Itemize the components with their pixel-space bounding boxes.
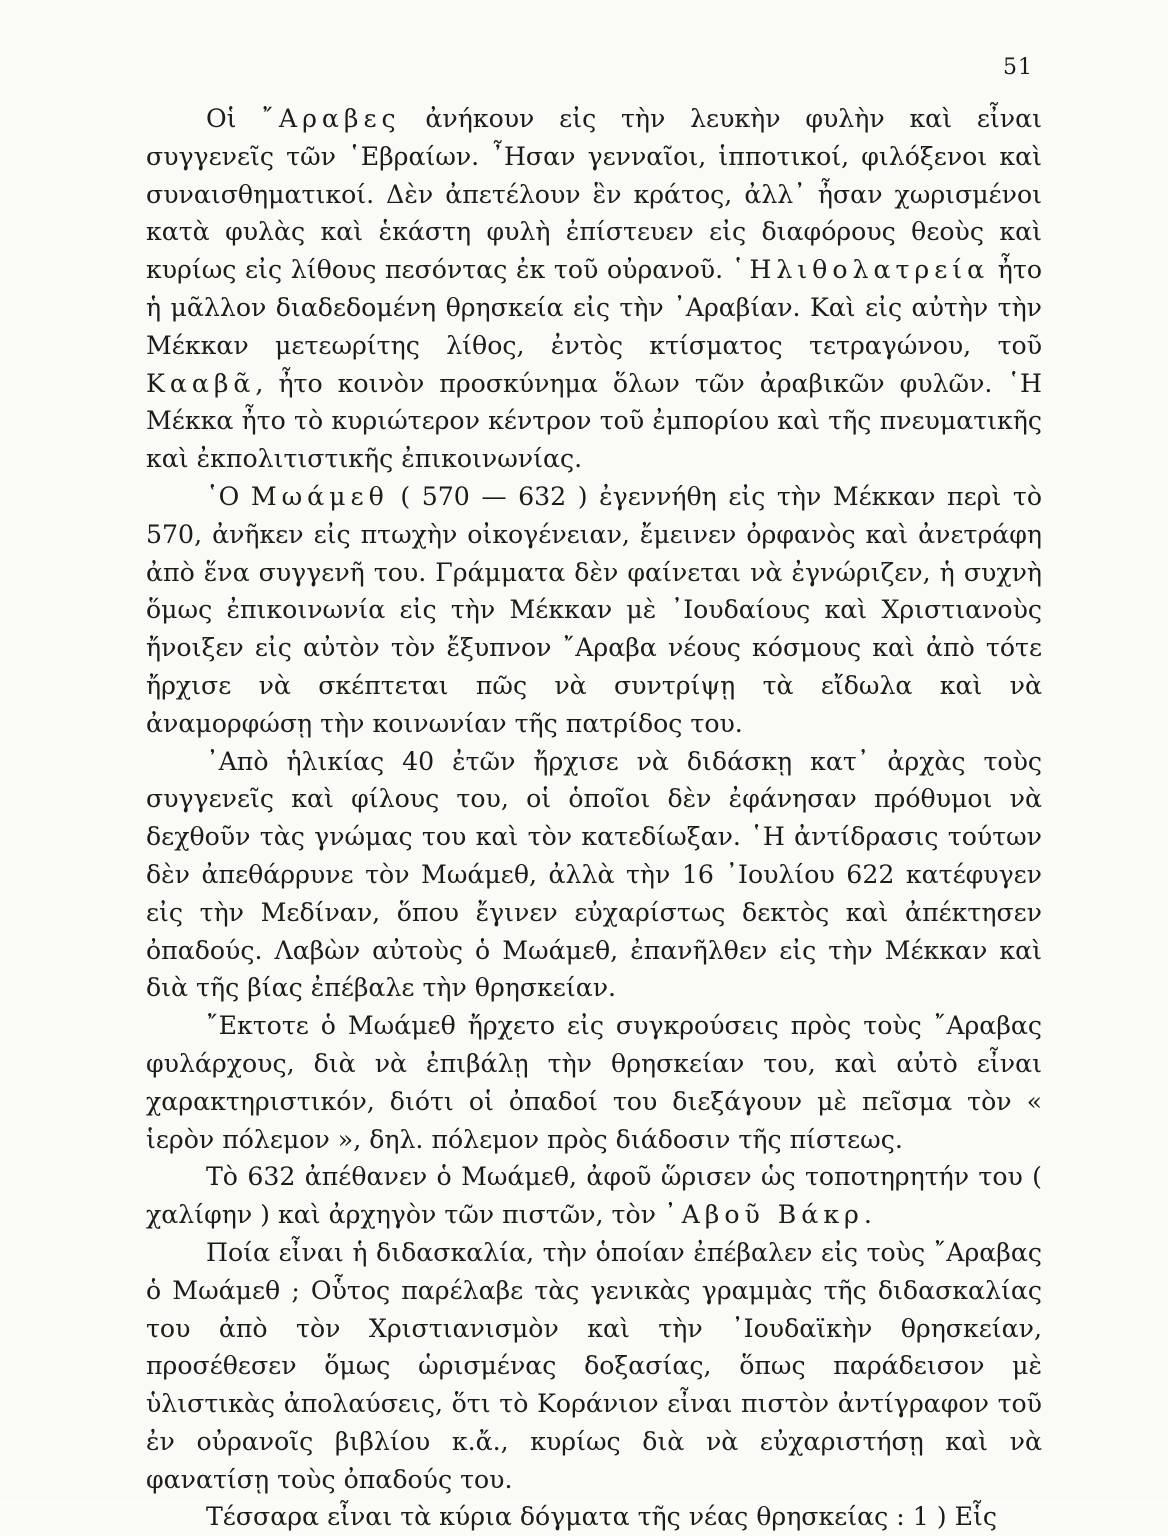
paragraph-doctrine: [146, 1234, 1042, 1499]
paragraph-conflicts: [146, 1007, 1042, 1158]
spaced-term: Κααβᾶ: [146, 368, 256, 398]
paragraph-dogmas: [146, 1498, 1042, 1536]
spaced-term: ᾽Αβοῦ Βάκρ: [663, 1200, 864, 1230]
paragraph-muhammad-birth: [146, 478, 1042, 743]
text-segment: , ἦτο κοινὸν προσκύνημα ὅλων τῶν ἀραβικῶν φυλῶν. ῾Η Μέκκα ἦτο τὸ κυριώτερον κέντρον τοῦ ἐμπορίου καὶ τῆς πνευματικῆς καὶ ἐκπολιτιστικῆς ἐπικοινωνίας.: [146, 368, 1042, 474]
spaced-term: ῎Αραβες: [261, 104, 401, 133]
text-segment: Τὸ 632 ἀπέθανεν ὁ Μωάμεθ, ἀφοῦ ὥρισεν ὡς τοποτηρητήν του ( χαλίφην ) καὶ ἀρχηγὸν τῶν πιστῶν, τὸν: [146, 1162, 1042, 1230]
spaced-term: Μωάμεθ: [250, 481, 389, 511]
text-segment: Οἱ: [206, 104, 262, 133]
text-segment: ῎Εκτοτε ὁ Μωάμεθ ἤρχετο εἰς συγκρούσεις πρὸς τοὺς ῎Αραβας φυλάρχους, διὰ νὰ ἐπιβάλῃ τὴν θρησκείαν του, καὶ αὐτὸ εἶναι χαρακτηριστικόν, διότι οἱ ὀπαδοί του διεξάγουν μὲ πεῖσμα τὸν « ἱερὸν πόλεμον », δηλ. πόλεμον πρὸς διάδοσιν τῆς πίστεως.: [146, 1011, 1042, 1154]
text-segment: ῾Ο: [206, 481, 251, 511]
text-segment: ἀνήκουν εἰς τὴν λευκὴν φυλὴν καὶ εἶναι συγγενεῖς τῶν ῾Εβραίων. ῏Ησαν γενναῖοι, ἱπποτικοί, φιλόξενοι καὶ συναισθηματικοί. Δὲν ἀπετέλουν ἓν κράτος, ἀλλ᾽ ἦσαν χωρισμένοι κατὰ φυλὰς καὶ ἑκάστη φυλὴ ἐπίστευεν εἰς διαφόρους θεοὺς καὶ κυρίως εἰς λίθους πεσόντας ἐκ τοῦ οὐρανοῦ.: [146, 104, 1042, 285]
paragraph-death: [146, 1158, 1042, 1234]
text-segment: ᾽Απὸ ἡλικίας 40 ἐτῶν ἤρχισε νὰ διδάσκῃ κατ᾽ ἀρχὰς τοὺς συγγενεῖς καὶ φίλους του, οἱ ὁποῖοι δὲν ἐφάνησαν πρόθυμοι νὰ δεχθοῦν τὰς γνώμας του καὶ τὸν κατεδίωξαν. ῾Η ἀντίδρασις τούτων δὲν ἀπεθάρρυνε τὸν Μωάμεθ, ἀλλὰ τὴν 16 ᾽Ιουλίου 622 κατέφυγεν εἰς τὴν Μεδίναν, ὅπου ἔγινεν εὐχαρίστως δεκτὸς καὶ ἀπέκτησεν ὀπαδούς. Λαβὼν αὐτοὺς ὁ Μωάμεθ, ἐπανῆλθεν εἰς τὴν Μέκκαν καὶ διὰ τῆς βίας ἐπέβαλε τὴν θρησκείαν.: [146, 746, 1042, 1003]
paragraph-teaching-start: [146, 743, 1042, 1008]
paragraph-arabs: [146, 100, 1042, 478]
body-text: [146, 100, 1042, 1536]
page-number: 51: [1003, 55, 1033, 80]
text-segment: Ποία εἶναι ἡ διδασκαλία, τὴν ὁποίαν ἐπέβαλεν εἰς τοὺς ῎Αραβας ὁ Μωάμεθ ; Οὗτος παρέλαβε τὰς γενικὰς γραμμὰς τῆς διδασκαλίας του ἀπὸ τὸν Χριστιανισμὸν καὶ τὴν ᾽Ιουδαϊκὴν θρησκείαν, προσέθεσεν ὅμως ὡρισμένας δοξασίας, ὅπως παράδεισον μὲ ὑλιστικὰς ἀπολαύσεις, ὅτι τὸ Κοράνιον εἶναι πιστὸν ἀντίγραφον τοῦ ἐν οὐρανοῖς βιβλίου κ.ἄ., κυρίως διὰ νὰ εὐχαριστήσῃ καὶ νὰ φανατίσῃ τοὺς ὀπαδούς του.: [146, 1237, 1042, 1494]
text-segment: .: [863, 1200, 872, 1230]
text-segment: Τέσσαρα εἶναι τὰ κύρια δόγματα τῆς νέας θρησκείας : 1 ) Εἷς: [206, 1502, 997, 1532]
text-segment: ( 570 — 632 ) ἐγεννήθη εἰς τὴν Μέκκαν περὶ τὸ 570, ἀνῆκεν εἰς πτωχὴν οἰκογένειαν, ἔμεινεν ὀρφανὸς καὶ ἀνετράφη ἀπὸ ἕνα συγγενῆ του. Γράμματα δὲν φαίνεται νὰ ἐγνώριζεν, ἡ συχνὴ ὅμως ἐπικοινωνία εἰς τὴν Μέκκαν μὲ ᾽Ιουδαίους καὶ Χριστιανοὺς ἤνοιξεν εἰς αὐτὸν τὸν ἔξυπνον ῎Αραβα νέους κόσμους καὶ ἀπὸ τότε ἤρχισε νὰ σκέπτεται πῶς νὰ συντρίψῃ τὰ εἴδωλα καὶ νὰ ἀναμορφώσῃ τὴν κοινωνίαν τῆς πατρίδος του.: [146, 481, 1043, 738]
spaced-term: ῾Ηλιθολατρεία: [731, 255, 990, 285]
text-segment: ἦτο ἡ μᾶλλον διαδεδομένη θρησκεία εἰς τὴν ᾽Αραβίαν. Καὶ εἰς αὐτὴν τὴν Μέκκαν μετεωρίτης λίθος, ἐντὸς κτίσματος τετραγώνου, τοῦ: [146, 255, 1042, 360]
